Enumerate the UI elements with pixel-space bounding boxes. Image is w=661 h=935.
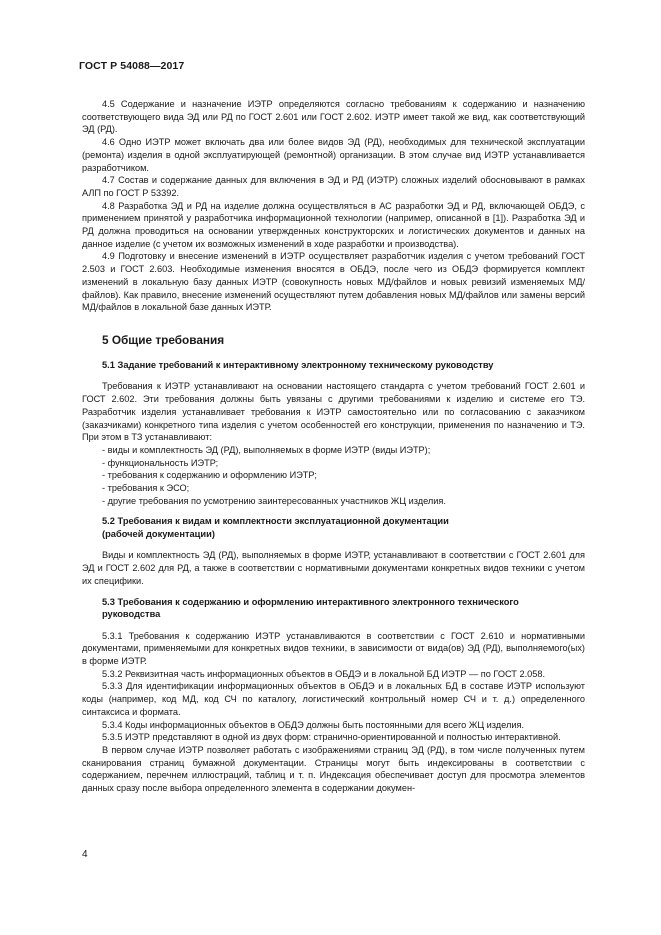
paragraph-5-3-3: 5.3.3 Для идентификации информационных объектов в ОБДЭ и в локальных БД в составе ИЭТР используют коды (например, код МД, код СЧ по каталогу, логистический контрольный номер СЧ и т. д.) определенного синтаксиса и формата. — [82, 681, 585, 717]
page-number: 4 — [82, 849, 88, 860]
subsection-5-2-heading-line1: 5.2 Требования к видам и комплектности эксплуатационной документации — [102, 516, 449, 527]
paragraph-5-1-intro: Требования к ИЭТР устанавливают на основании настоящего стандарта с учетом требований ГОСТ 2.601 и ГОСТ 2.602. Эти требования должны быть увязаны с другими требованиями к изделию и системе его ТЭ. Разработчик изделия устанавливает требования к ИЭТР самостоятельно или по согласованию с заказчиком (заказчиками) конкретного типа изделия с учетом особенностей его конструкции, применения по назначению и ТЭ. При этом в ТЗ устанавливают: — [82, 381, 585, 443]
list-item: - требования к ЭСО; — [102, 483, 190, 494]
list-item: - виды и комплектность ЭД (РД), выполняемых в форме ИЭТР (виды ИЭТР); — [102, 444, 431, 455]
paragraph-4-7: 4.7 Состав и содержание данных для включения в ЭД и РД (ИЭТР) сложных изделий обосновывают в рамках АЛП по ГОСТ Р 53392. — [82, 175, 585, 198]
subsection-5-1-heading: 5.1 Задание требований к интерактивному электронному техническому руководству — [102, 359, 494, 370]
paragraph-4-9: 4.9 Подготовку и внесение изменений в ИЭТР осуществляет разработчик изделия с учетом требований ГОСТ 2.503 и ГОСТ 2.603. Необходимые изменения вносятся в ОБДЭ, после чего из ОБДЭ формируется комплект изменений в локальную базу данных ИЭТР (совокупность новых МД/файлов и новых ревизий изменяемых МД/файлов). Как правило, внесение изменений осуществляют путем добавления новых МД/файлов или замены версий МД/файлов в локальной базе данных ИЭТР. — [82, 251, 585, 313]
paragraph-5-3-4: 5.3.4 Коды информационных объектов в ОБДЭ должны быть постоянными для всего ЖЦ изделия. — [102, 719, 524, 730]
subsection-5-2-heading — [102, 515, 585, 540]
paragraph-4-5: 4.5 Содержание и назначение ИЭТР определяются согласно требованиям к содержанию и назначению соответствующего вида ЭД или РД по ГОСТ 2.601 или ГОСТ 2.602. ИЭТР имеет такой же вид, как соответствующий ЭД (РД). — [82, 99, 585, 135]
list-item: - другие требования по усмотрению заинтересованных участников ЖЦ изделия. — [102, 495, 446, 506]
list-item: - требования к содержанию и оформлению ИЭТР; — [102, 470, 317, 481]
subsection-5-3-heading-line2: руководства — [102, 609, 161, 620]
paragraph-5-3-5-continued: В первом случае ИЭТР позволяет работать с изображениями страниц ЭД (РД), в том числе полученных путем сканирования страниц бумажной документации. Страницы могут быть индексированы в соответствии с содержанием, перечнем иллюстраций, таблиц и т. п. Индексация обеспечивает доступ для просмотра элементов данных сразу после выбора определенного элемента в содержании докумен- — [82, 744, 585, 794]
standard-header: ГОСТ Р 54088—2017 — [79, 60, 185, 72]
paragraph-5-3-5: 5.3.5 ИЭТР представляют в одной из двух форм: странично-ориентированной и полностью интерактивной. — [102, 732, 561, 743]
page-content — [82, 98, 585, 795]
section-5-title: 5 Общие требования — [102, 332, 225, 347]
paragraph-5-2: Виды и комплектность ЭД (РД), выполняемых в форме ИЭТР, устанавливают в соответствии с ГОСТ 2.601 для ЭД и ГОСТ 2.602 для РД, а также в соответствии с нормативными документами конкретных видов техники с учетом их специфики. — [82, 550, 585, 586]
list-item: - функциональность ИЭТР; — [102, 457, 219, 468]
subsection-5-3-heading — [102, 596, 585, 621]
paragraph-5-3-1: 5.3.1 Требования к содержанию ИЭТР устанавливаются в соответствии с ГОСТ 2.610 и нормативными документами, применяемыми для конкретных видов техники, в зависимости от вида(ов) ЭД (РД), выполняемого(ых) в форме ИЭТР. — [82, 630, 585, 666]
paragraph-4-6: 4.6 Одно ИЭТР может включать два или более видов ЭД (РД), необходимых для технической эксплуатации (ремонта) изделия в одной эксплуатирующей (ремонтной) организации. В этом случае вид ИЭТР устанавливается разработчиком. — [82, 137, 585, 173]
paragraph-4-8: 4.8 Разработка ЭД и РД на изделие должна осуществляться в АС разработки ЭД и РД, включающей ОБДЭ, с применением принятой у разработчика информационной технологии (например, описанной в [1]). Разработка ЭД и РД должна проводиться на основании утвержденных конструкторских и логистических документов и данных на данное изделие (с учетом их возможных изменений в ходе разработки и производства). — [82, 200, 585, 249]
subsection-5-3-heading-line1: 5.3 Требования к содержанию и оформлению интерактивного электронного технического — [102, 596, 519, 607]
paragraph-5-3-2: 5.3.2 Реквизитная часть информационных объектов в ОБДЭ и в локальной БД ИЭТР — по ГОСТ 2.058. — [102, 668, 546, 679]
subsection-5-2-heading-line2: (рабочей документации) — [102, 528, 215, 539]
